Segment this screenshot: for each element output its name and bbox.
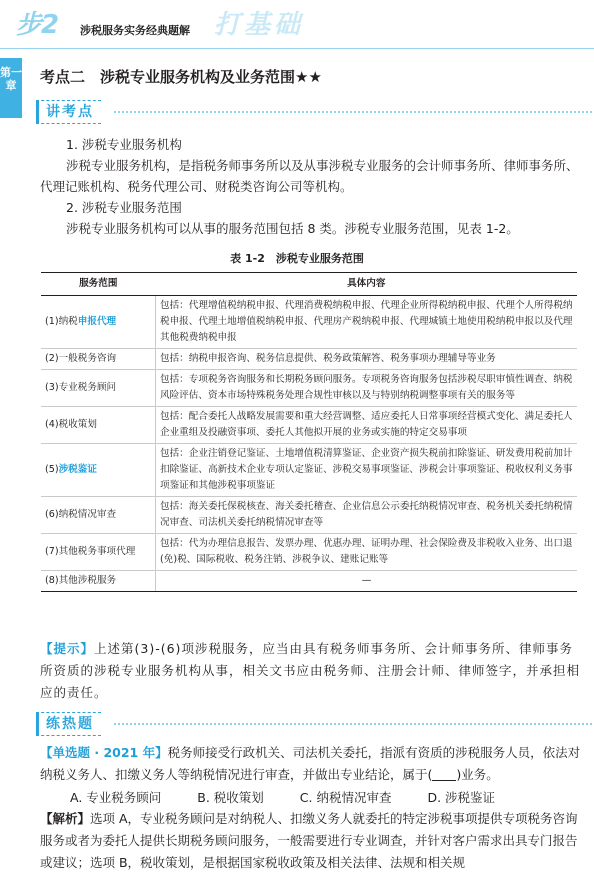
table-row <box>41 407 577 444</box>
page-header <box>0 0 594 46</box>
row-scope-cell <box>41 444 156 497</box>
col-header-scope: 服务范围 <box>41 273 156 296</box>
question-stem <box>40 742 584 786</box>
question-text-b: )业务。 <box>456 767 499 782</box>
p1-body: 涉税专业服务机构，是指税务师事务所以及从事涉税专业服务的会计师事务所、律师事务所、代理记账机构、税务代理公司、财税类咨询公司等机构。 <box>40 158 579 194</box>
scope-text: (8)其他涉税服务 <box>45 575 117 586</box>
chapter-tab: 第一章 <box>0 58 22 118</box>
scope-keyword: 申报代理 <box>77 316 117 327</box>
tip-text: 上述第(3)-(6)项涉税服务，应当由具有税务师事务所、会计师事务所、律师事务所资质的涉税专业服务机构从事，相关文书应由税务师、注册会计师、律师签字，并承担相应的责任。 <box>40 641 581 700</box>
question-options <box>70 788 527 806</box>
book-title: 涉税服务实务经典题解 <box>80 24 190 37</box>
scope-text: (6)纳税情况审查 <box>45 509 117 520</box>
row-scope-cell <box>41 534 156 571</box>
row-scope-cell <box>41 349 156 370</box>
scope-text: (5) <box>45 464 59 475</box>
row-scope-cell <box>41 571 156 592</box>
section-label-lecture: 讲考点 <box>36 100 101 124</box>
row-content-cell: 包括：代为办理信息报告、发票办理、优惠办理、证明办理、社会保险费及非税收入业务、出口退(免)税、国际税收、税务注销、涉税争议、建账记账等 <box>156 534 578 571</box>
section-bar-lecture <box>36 100 556 122</box>
col-header-content: 具体内容 <box>156 273 578 296</box>
question-tag: 【单选题 · 2021 年】 <box>40 745 168 760</box>
slogan: 打基础 <box>214 10 305 40</box>
row-scope-cell <box>41 407 156 444</box>
table-caption: 表 1-2 涉税专业服务范围 <box>230 252 364 265</box>
tip-paragraph <box>40 638 580 704</box>
scope-text: (1)纳税 <box>45 316 78 327</box>
table-row <box>41 370 577 407</box>
scope-text: (4)税收策划 <box>45 419 97 430</box>
scope-text: (7)其他税务事项代理 <box>45 546 136 557</box>
scope-text: (3)专业税务顾问 <box>45 382 117 393</box>
p1-heading: 1. 涉税专业服务机构 <box>66 137 182 152</box>
option-c: C. 纳税情况审查 <box>299 790 392 805</box>
row-content-cell: — <box>156 571 578 592</box>
row-scope-cell <box>41 296 156 349</box>
scope-keyword: 涉税鉴证 <box>58 464 97 475</box>
row-content-cell: 包括：配合委托人战略发展需要和重大经营调整、适应委托人日常事项经营模式变化、满足委托人企业重组及投融资事项、委托人其他拟开展的业务或实施的特定交易事项 <box>156 407 578 444</box>
header-divider <box>0 48 594 49</box>
row-content-cell: 包括：纳税申报咨询、税务信息提供、税务政策解答、税务事项办理辅导等业务 <box>156 349 578 370</box>
kaodian-title: 考点二 涉税专业服务机构及业务范围★★ <box>40 68 322 86</box>
tip-label: 【提示】 <box>40 641 95 656</box>
step-badge: 步2 <box>16 10 59 40</box>
question-text-a: 税务师接受行政机关、司法机关委托，指派有资质的涉税服务人员，依法对纳税义务人、扣缴义务人等纳税情况进行审查，并做出专业结论，属于( <box>40 745 581 782</box>
row-content-cell: 包括：专项税务咨询服务和长期税务顾问服务。专项税务咨询服务包括涉税尽职审慎性调查、纳税风险评估、资本市场特殊税务处理合规性审核以及与特别纳税调整事项有关的服务等 <box>156 370 578 407</box>
row-content-cell: 包括：海关委托保税核查、海关委托稽查、企业信息公示委托纳税情况审查、税务机关委托纳税情况审查、司法机关委托纳税情况审查等 <box>156 497 578 534</box>
row-content-cell: 包括：代理增值税纳税申报、代理消费税纳税申报、代理企业所得税纳税申报、代理个人所得税纳税申报、代理土地增值税纳税申报、代理房产税纳税申报、代理城镇土地使用税纳税申报以及代理其他税费纳税申报 <box>156 296 578 349</box>
table-row <box>41 497 577 534</box>
table-header-row <box>41 273 577 296</box>
table-row <box>41 349 577 370</box>
section-label-practice: 练热题 <box>36 712 101 736</box>
option-b: B. 税收策划 <box>197 790 264 805</box>
analysis-paragraph <box>40 808 584 874</box>
p2-body: 涉税专业服务机构可以从事的服务范围包括 8 类。涉税专业服务范围，见表 1-2。 <box>66 221 519 236</box>
service-scope-table <box>41 272 577 592</box>
analysis-text: 选项 A，专业税务顾问是对纳税人、扣缴义务人就委托的特定涉税事项提供专项税务咨询服务或者为委托人提供长期税务顾问服务，一般需要进行专业调查，并针对客户需求出具专门报告或建议；选项 B，税收策划，是根据国家税收政策及相关法律、法规和相关规 <box>40 811 578 870</box>
row-scope-cell <box>41 370 156 407</box>
table-row <box>41 571 577 592</box>
table-row <box>41 296 577 349</box>
table-row <box>41 444 577 497</box>
answer-blank <box>432 766 456 781</box>
section-bar-practice <box>36 712 556 734</box>
row-content-cell: 包括：企业注销登记鉴证、土地增值税清算鉴证、企业资产损失税前扣除鉴证、研发费用税前加计扣除鉴证、高新技术企业专项认定鉴证、涉税交易事项鉴证、涉税会计事项鉴证、税收权利义务事项鉴证和其他涉税事项鉴证 <box>156 444 578 497</box>
row-scope-cell <box>41 497 156 534</box>
table-row <box>41 534 577 571</box>
option-a: A. 专业税务顾问 <box>70 790 162 805</box>
p2-heading: 2. 涉税专业服务范围 <box>66 200 182 215</box>
option-d: D. 涉税鉴证 <box>427 790 496 805</box>
section-dots <box>114 111 592 113</box>
analysis-label: 【解析】 <box>40 811 91 826</box>
scope-text: (2)一般税务咨询 <box>45 353 117 364</box>
section-dots <box>114 723 592 725</box>
